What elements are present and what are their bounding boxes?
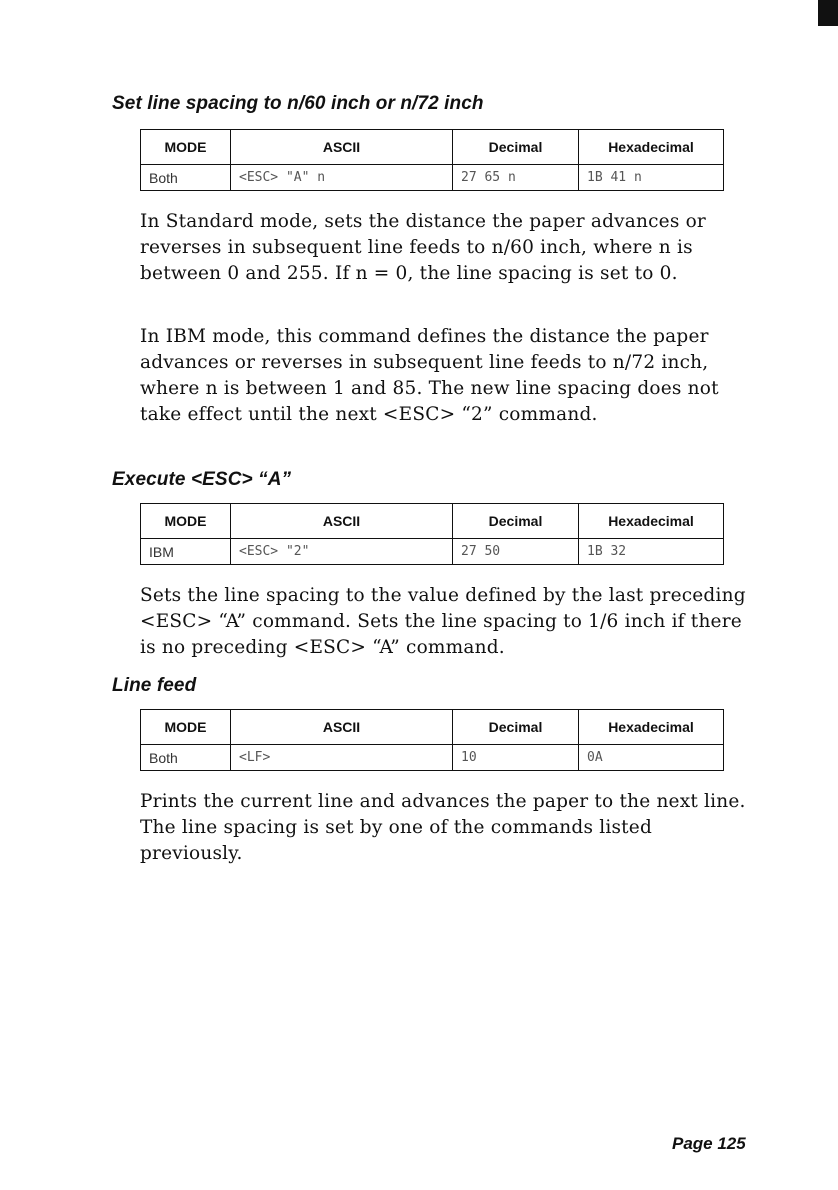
corner-tab-mark <box>818 0 838 26</box>
cell-mode: Both <box>141 165 231 191</box>
section-heading-line-feed: Line feed <box>112 675 197 696</box>
header-ascii: ASCII <box>231 504 453 539</box>
cell-mode: Both <box>141 745 231 771</box>
table-header-row <box>141 710 724 745</box>
header-ascii: ASCII <box>231 710 453 745</box>
command-table-execute-esc-a <box>140 503 724 565</box>
section-heading-execute-esc-a: Execute <ESC> “A” <box>112 469 292 490</box>
cell-hexadecimal: 1B 41 n <box>579 165 724 191</box>
header-hexadecimal: Hexadecimal <box>579 504 724 539</box>
paragraph-standard-mode: In Standard mode, sets the distance the paper advances or reverses in subsequent line feeds to n/60 inch, where n is between 0 and 255. If n = 0, the line spacing is set to 0. <box>140 211 706 284</box>
table-header-row <box>141 504 724 539</box>
cell-mode: IBM <box>141 539 231 565</box>
command-table-line-spacing <box>140 129 724 191</box>
header-mode: MODE <box>141 504 231 539</box>
header-hexadecimal: Hexadecimal <box>579 130 724 165</box>
header-mode: MODE <box>141 710 231 745</box>
table-row <box>141 539 724 565</box>
header-decimal: Decimal <box>453 710 579 745</box>
command-table-line-feed <box>140 709 724 771</box>
cell-ascii: <LF> <box>231 745 453 771</box>
table-header-row <box>141 130 724 165</box>
table-row <box>141 745 724 771</box>
header-decimal: Decimal <box>453 130 579 165</box>
header-ascii: ASCII <box>231 130 453 165</box>
cell-decimal: 27 65 n <box>453 165 579 191</box>
cell-hexadecimal: 0A <box>579 745 724 771</box>
cell-decimal: 10 <box>453 745 579 771</box>
paragraph-line-feed-description: Prints the current line and advances the paper to the next line. The line spacing is set by one of the commands listed previously. <box>140 791 746 864</box>
header-mode: MODE <box>141 130 231 165</box>
header-decimal: Decimal <box>453 504 579 539</box>
page-number: Page 125 <box>672 1134 746 1153</box>
header-hexadecimal: Hexadecimal <box>579 710 724 745</box>
cell-hexadecimal: 1B 32 <box>579 539 724 565</box>
cell-ascii: <ESC> "2" <box>231 539 453 565</box>
paragraph-execute-description: Sets the line spacing to the value defined by the last preceding <ESC> “A” command. Sets the line spacing to 1/6 inch if there is no preceding <ESC> “A” command. <box>140 585 746 658</box>
table-row <box>141 165 724 191</box>
section-heading-line-spacing: Set line spacing to n/60 inch or n/72 inch <box>112 93 484 114</box>
cell-decimal: 27 50 <box>453 539 579 565</box>
cell-ascii: <ESC> "A" n <box>231 165 453 191</box>
paragraph-ibm-mode: In IBM mode, this command defines the distance the paper advances or reverses in subsequent line feeds to n/72 inch, where n is between 1 and 85. The new line spacing does not take effect until the next <ESC> “2” command. <box>140 326 719 425</box>
